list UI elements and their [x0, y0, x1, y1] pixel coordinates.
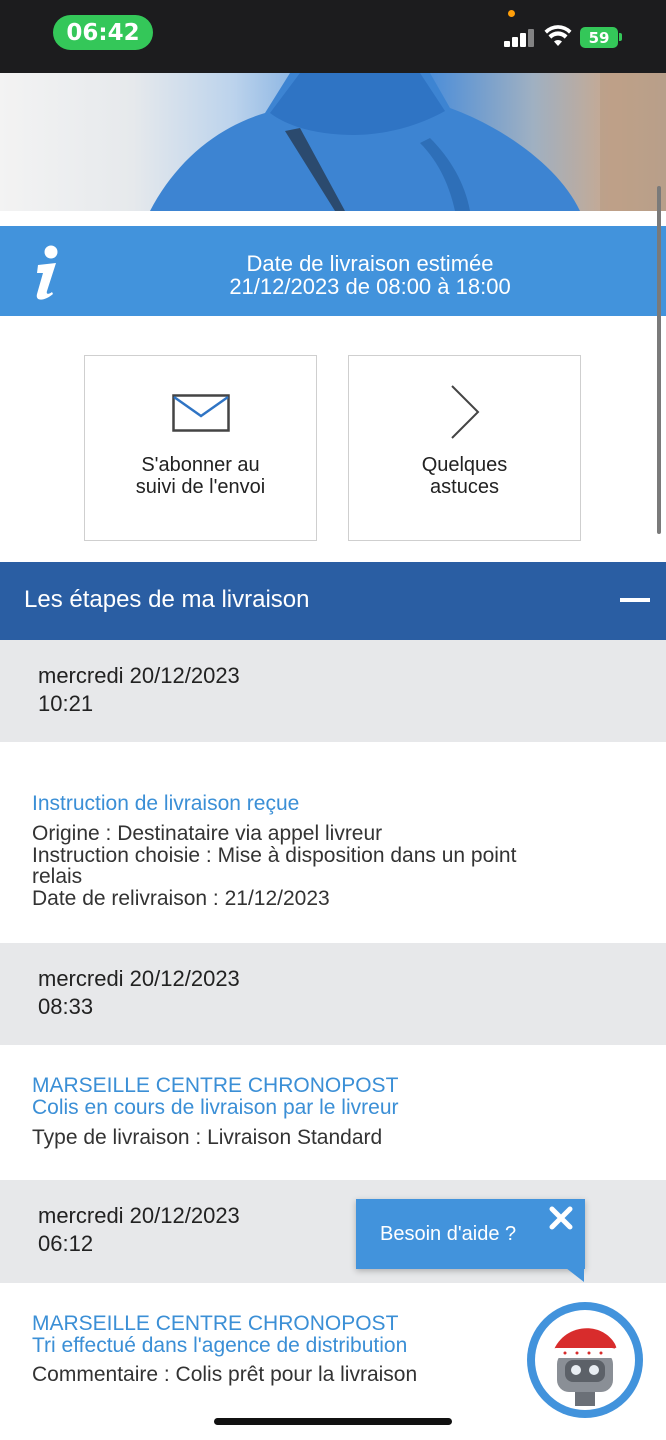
event-detail: relais — [32, 865, 83, 888]
tips-label: Quelques astuces — [421, 454, 508, 498]
timeline-event — [0, 1045, 666, 1180]
chatbot-icon — [535, 1310, 635, 1410]
scrollbar[interactable] — [657, 186, 661, 534]
event-title: Tri effectué dans l'agence de distribution — [32, 1334, 408, 1357]
help-label: Besoin d'aide ? — [380, 1223, 517, 1245]
event-location: MARSEILLE CENTRE CHRONOPOST — [32, 1312, 399, 1335]
status-time: 06:42 — [53, 15, 153, 50]
estimated-delivery-text — [120, 252, 620, 298]
event-detail: Date de relivraison : 21/12/2023 — [32, 887, 330, 910]
battery-tip — [619, 33, 622, 41]
event-detail: Type de livraison : Livraison Standard — [32, 1126, 383, 1149]
close-icon[interactable] — [548, 1205, 574, 1231]
event-location: MARSEILLE CENTRE CHRONOPOST — [32, 1074, 399, 1097]
estimated-delivery-banner — [0, 226, 666, 316]
event-detail: Instruction choisie : Mise à disposition dans un point — [32, 844, 517, 867]
info-icon — [30, 245, 64, 301]
wifi-icon — [544, 25, 572, 47]
timeline-date-row — [0, 640, 666, 742]
tips-button[interactable] — [348, 355, 581, 541]
event-detail: Commentaire : Colis prêt pour la livraison — [32, 1363, 418, 1386]
timeline-day: mercredi 20/12/2023 — [38, 966, 240, 991]
help-bubble-tail — [566, 1268, 584, 1282]
timeline-time: 08:33 — [38, 994, 94, 1019]
privacy-indicator — [508, 10, 515, 17]
timeline-time: 10:21 — [38, 691, 94, 716]
signal-icon — [504, 28, 536, 47]
timeline-time: 06:12 — [38, 1231, 94, 1256]
timeline-day: mercredi 20/12/2023 — [38, 663, 240, 688]
event-detail: Origine : Destinataire via appel livreur — [32, 822, 383, 845]
event-title: Instruction de livraison reçue — [32, 792, 300, 815]
estimated-delivery-window: 21/12/2023 de 08:00 à 18:00 — [229, 274, 511, 299]
estimated-delivery-label: Date de livraison estimée — [246, 251, 494, 276]
delivery-steps-header[interactable] — [0, 562, 666, 640]
timeline-date-row — [0, 943, 666, 1045]
home-indicator[interactable] — [214, 1418, 452, 1425]
envelope-icon — [172, 394, 230, 432]
battery-icon: 59 — [580, 27, 618, 48]
timeline-event — [0, 742, 666, 943]
subscribe-tracking-label: S'abonner au suivi de l'envoi — [135, 454, 266, 498]
event-title: Colis en cours de livraison par le livreur — [32, 1096, 399, 1119]
chatbot-button[interactable] — [527, 1302, 643, 1418]
hero-banner-image — [0, 73, 666, 211]
timeline-day: mercredi 20/12/2023 — [38, 1203, 240, 1228]
status-bar — [0, 0, 666, 73]
delivery-steps-title: Les étapes de ma livraison — [24, 586, 310, 613]
chevron-right-icon — [448, 384, 482, 440]
collapse-icon[interactable] — [620, 598, 650, 602]
subscribe-tracking-button[interactable] — [84, 355, 317, 541]
